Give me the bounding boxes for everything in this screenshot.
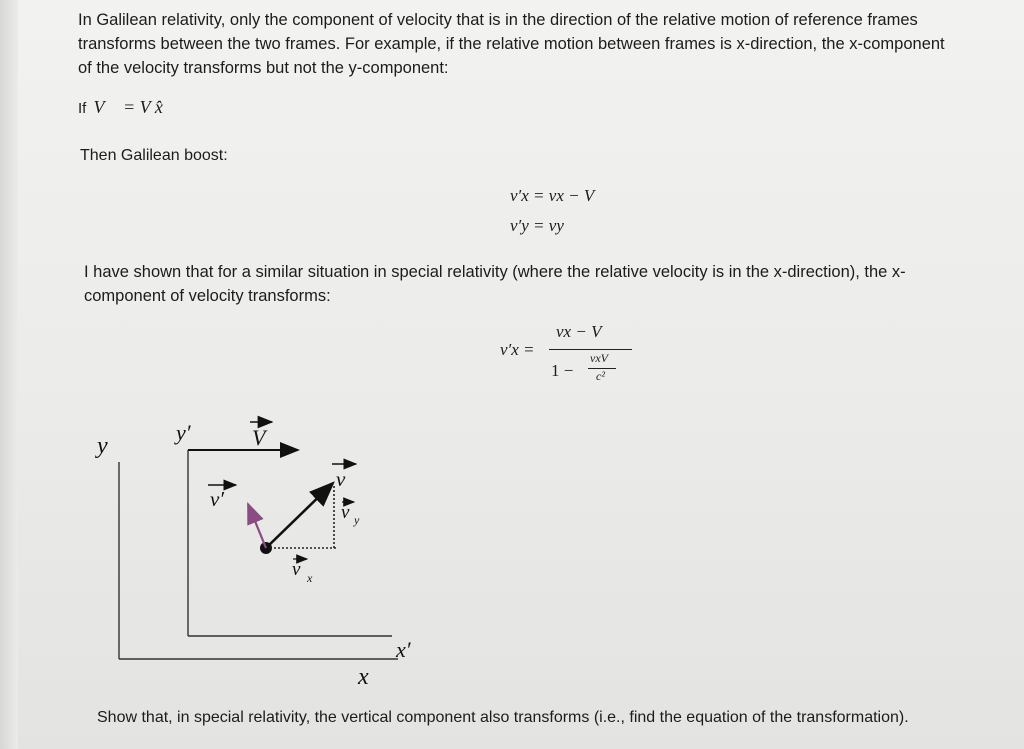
galilean-boost-label: Then Galilean boost:	[80, 147, 228, 164]
question-text: Show that, in special relativity, the vertical component also transforms (i.e., find the equation of the transformation).	[97, 709, 909, 726]
sr-equation-numerator: vx − V	[556, 322, 602, 341]
sr-text-line-1: I have shown that for a similar situation in special relativity (where the relative velocity is in the x-direction), the x-	[84, 263, 906, 281]
v-label: v	[336, 467, 346, 491]
velocity-v-prime-arrow	[248, 504, 266, 548]
frame-velocity-label: V	[252, 425, 266, 450]
v-prime-label: v′	[210, 487, 224, 511]
velocity-v-arrow	[266, 483, 333, 548]
y-axis-label: y	[97, 433, 108, 459]
intro-line-1: In Galilean relativity, only the component of velocity that is in the direction of the relative motion of reference frames	[78, 11, 918, 29]
galilean-equation-y: v′y = vy	[510, 216, 564, 235]
if-label: If	[78, 100, 87, 117]
galilean-equation-x: v′x = vx − V	[510, 186, 595, 205]
x-axis-label: x	[358, 664, 369, 690]
vy-label-subscript: y	[354, 513, 360, 527]
vx-label-subscript: x	[307, 571, 313, 585]
vx-label: v	[292, 559, 301, 580]
intro-line-2: transforms between the two frames. For example, if the relative motion between frames is x-direction, the x-component	[78, 35, 945, 53]
x-prime-axis-label: x′	[396, 637, 411, 662]
vy-label: v	[341, 502, 350, 523]
sr-denominator-lead: 1 −	[551, 361, 574, 380]
sr-text-line-2: component of velocity transforms:	[84, 287, 331, 305]
sr-inner-denominator: c²	[596, 369, 605, 383]
sr-equation-lhs: v′x =	[500, 340, 535, 359]
sr-inner-numerator: vxV	[590, 351, 608, 365]
if-equation: V⃗ = V x̂	[93, 97, 163, 117]
y-prime-axis-label: y′	[176, 420, 191, 445]
intro-line-3: of the velocity transforms but not the y-component:	[78, 59, 449, 77]
